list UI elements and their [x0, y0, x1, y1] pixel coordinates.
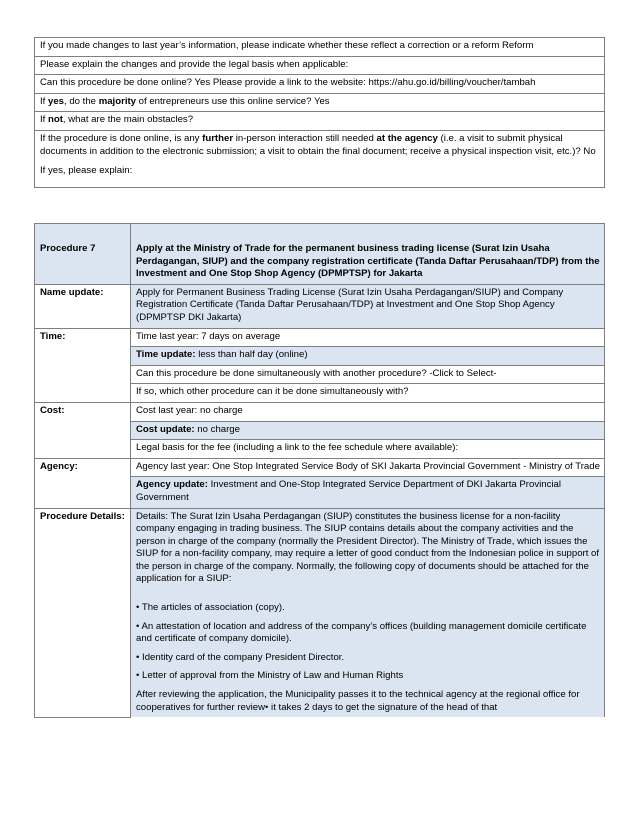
details-paragraph: Details: The Surat Izin Usaha Perdagangan (SIUP) constitutes the business license for a non-facility company engaging in trading business. The SIUP contains details about the company activities and the person in charge of the company (normally the President Director). The Ministry of Trade, which issues the SIUP for a non-facility company, may require a letter of good conduct from the Indonesian police in support of the person in charge of the company. Normally, the following copy of documents should be attached for the application for a SIUP:: [136, 510, 600, 585]
bullet-item: • The articles of association (copy).: [136, 602, 285, 614]
agency-label: Agency:: [35, 458, 131, 508]
procedure-details-label: Procedure Details:: [35, 508, 131, 717]
majority-online-question: If yes, do the majority of entrepreneurs use this online service? Yes: [35, 93, 605, 112]
time-label: Time:: [35, 328, 131, 402]
agency-update: Agency update: Investment and One-Stop Integrated Service Department of DKI Jakarta Provincial Government: [131, 477, 605, 508]
time-update: Time update: less than half day (online): [131, 347, 605, 366]
online-question: Can this procedure be done online? Yes Please provide a link to the website: https://ahu.go.id/billing/voucher/tambah: [35, 75, 605, 94]
procedure-title: Apply at the Ministry of Trade for the permanent business trading license (Surat Izin Usaha Perdagangan, SIUP) and the company registration certificate (Tanda Daftar Perusahaan/TDP) from the Investment and One Stop Shop Agency (DPMPTSP) for Jakarta: [131, 224, 605, 285]
cost-legal-basis: Legal basis for the fee (including a link to the fee schedule where available):: [131, 440, 605, 459]
cost-label: Cost:: [35, 402, 131, 458]
procedure-number: Procedure 7: [35, 224, 131, 285]
previous-procedure-questions-table: [34, 37, 605, 188]
obstacles-question: If not, what are the main obstacles?: [35, 112, 605, 131]
bullet-item: • An attestation of location and address of the company’s offices (building management domicile certificate and certificate of company domicile).: [136, 620, 587, 645]
procedure-7-table: [34, 223, 605, 718]
explain-changes-question: Please explain the changes and provide the legal basis when applicable:: [35, 56, 605, 75]
changes-question: If you made changes to last year’s information, please indicate whether these reflect a correction or a reform Reform: [35, 38, 605, 57]
bullet-item: • Letter of approval from the Ministry of Law and Human Rights: [136, 670, 404, 682]
name-update-label: Name update:: [35, 284, 131, 328]
agency-last-year: Agency last year: One Stop Integrated Service Body of SKI Jakarta Provincial Government - Ministry of Trade: [131, 458, 605, 477]
name-update-value: Apply for Permanent Business Trading License (Surat Izin Usaha Perdagangan/SIUP) and Company Registration Certificate (Tanda Daftar Perusahaan/TDP) at Investment and One Stop Shop Agency (DPMPTSP DKI Jakarta): [131, 284, 605, 328]
cost-last-year: Cost last year: no charge: [131, 402, 605, 421]
simultaneous-question: Can this procedure be done simultaneously with another procedure? -Click to Select-: [131, 365, 605, 384]
cost-update: Cost update: no charge: [131, 421, 605, 440]
time-last-year: Time last year: 7 days on average: [131, 328, 605, 347]
simultaneous-which-question: If so, which other procedure can it be done simultaneously with?: [131, 384, 605, 403]
bullet-item: • Identity card of the company President Director.: [136, 651, 345, 663]
after-review-paragraph: After reviewing the application, the Municipality passes it to the technical agency at the regional office for cooperatives for further review• it takes 2 days to get the signature of the head of that: [136, 689, 580, 713]
procedure-details: [131, 508, 605, 717]
further-interaction-question: If the procedure is done online, is any further in-person interaction still needed at the agency (i.e. a visit to submit physical documents in addition to the electronic submission; a visit to obtain the final document; receive a physical inspection visit, etc.)? No If yes, please explain:: [35, 130, 605, 187]
further-explain-prompt: If yes, please explain:: [40, 165, 133, 177]
